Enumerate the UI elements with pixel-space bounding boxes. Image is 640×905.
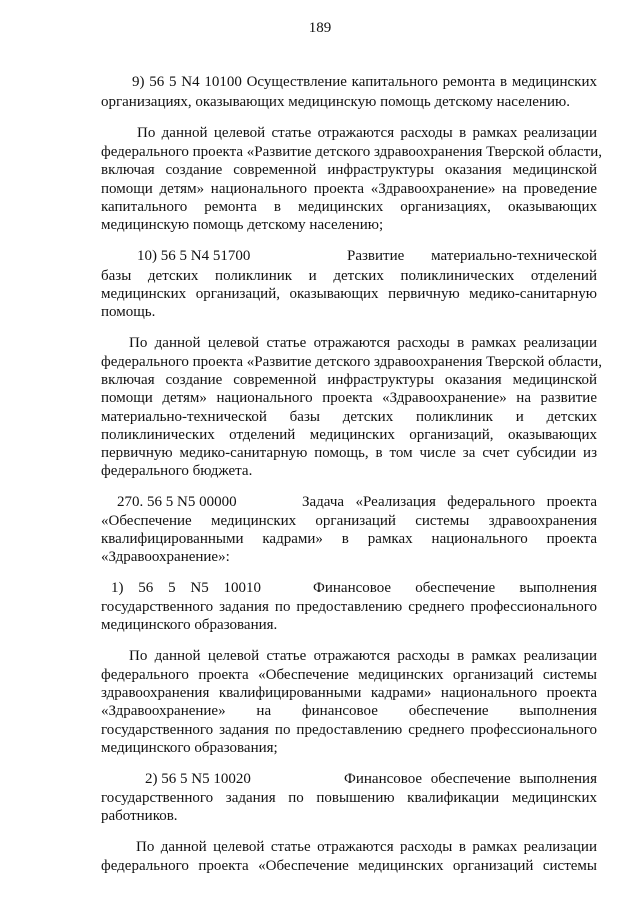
text-line: «Обеспечение медицинских организаций системы здравоохранения	[101, 513, 597, 529]
text-line: медицинских организаций, оказывающих первичную медико-санитарную	[101, 286, 597, 302]
text-line: медицинского образования;	[101, 740, 278, 756]
text-line: работников.	[101, 808, 178, 824]
item-heading	[145, 770, 597, 788]
text-line: поликлинических отделений медицинских организаций, оказывающих	[101, 427, 597, 443]
text-line: помощи детям» национального проекта «Здравоохранение» на развитие	[101, 390, 597, 406]
text-line: медицинскую помощь детскому населению;	[101, 217, 384, 233]
text-line: капитального ремонта в медицинских организациях, оказывающих	[101, 199, 597, 215]
text-line: квалифицированными кадрами» в рамках национального проекта	[101, 531, 597, 547]
section-title: Задача «Реализация федерального проекта	[302, 494, 597, 510]
text-line: организациях, оказывающих медицинскую помощь детскому населению.	[101, 94, 570, 110]
item-title: Финансовое обеспечение выполнения	[344, 771, 597, 787]
item-code: 1) 56 5 N5 10010	[111, 580, 261, 596]
text-line: помощи детям» национального проекта «Здравоохранение» на проведение	[101, 181, 597, 197]
item-title: Финансовое обеспечение выполнения	[313, 580, 597, 596]
section-code: 270. 56 5 N5 00000	[117, 494, 237, 510]
text-line: медицинского образования.	[101, 617, 278, 633]
text-line: «Здравоохранение»:	[101, 549, 230, 565]
item-code: 2) 56 5 N5 10020	[145, 771, 251, 787]
text-line: материально-технической базы детских поликлиник и детских	[101, 409, 597, 425]
text-line: федерального бюджета.	[101, 463, 253, 479]
paragraph-first-line: По данной целевой статье отражаются расходы в рамках реализации	[137, 125, 597, 141]
text-line: включая создание современной инфраструктуры оказания медицинской	[101, 372, 597, 388]
item-code: 10) 56 5 N4 51700	[137, 248, 251, 264]
text-line: государственного задания по предоставлению среднего профессионального	[101, 599, 597, 615]
paragraph-first-line: По данной целевой статье отражаются расходы в рамках реализации	[129, 335, 597, 351]
text-line: федерального проекта «Обеспечение медицинских организаций системы	[101, 667, 597, 683]
text-line: включая создание современной инфраструктуры оказания медицинской	[101, 162, 597, 178]
text-line: базы детских поликлиник и детских поликлинических отделений	[101, 268, 597, 284]
text-line: помощь.	[101, 304, 156, 320]
text-line: федерального проекта «Обеспечение медицинских организаций системы	[101, 858, 597, 874]
text-line: «Здравоохранение» на финансовое обеспечение выполнения	[101, 703, 597, 719]
item-heading	[111, 579, 597, 597]
text-line: первичную медико-санитарную помощь, в том числе за счет субсидии из	[101, 445, 597, 461]
text-line: государственного задания по повышению квалификации медицинских	[101, 790, 597, 806]
text-line: здравоохранения квалифицированными кадрами» национального проекта	[101, 685, 597, 701]
paragraph-first-line: По данной целевой статье отражаются расходы в рамках реализации	[129, 648, 597, 664]
item-title: Развитие материально-технической	[347, 248, 597, 264]
text-line: государственного задания по предоставлению среднего профессионального	[101, 722, 597, 738]
item-heading: 9) 56 5 N4 10100 Осуществление капитального ремонта в медицинских	[132, 74, 597, 90]
text-line: федерального проекта «Развитие детского здравоохранения Тверской области,	[101, 354, 603, 370]
page-number: 189	[308, 20, 332, 36]
section-heading	[117, 493, 597, 511]
item-heading	[137, 247, 597, 265]
paragraph-first-line: По данной целевой статье отражаются расходы в рамках реализации	[136, 839, 597, 855]
text-line: федерального проекта «Развитие детского здравоохранения Тверской области,	[101, 144, 603, 160]
